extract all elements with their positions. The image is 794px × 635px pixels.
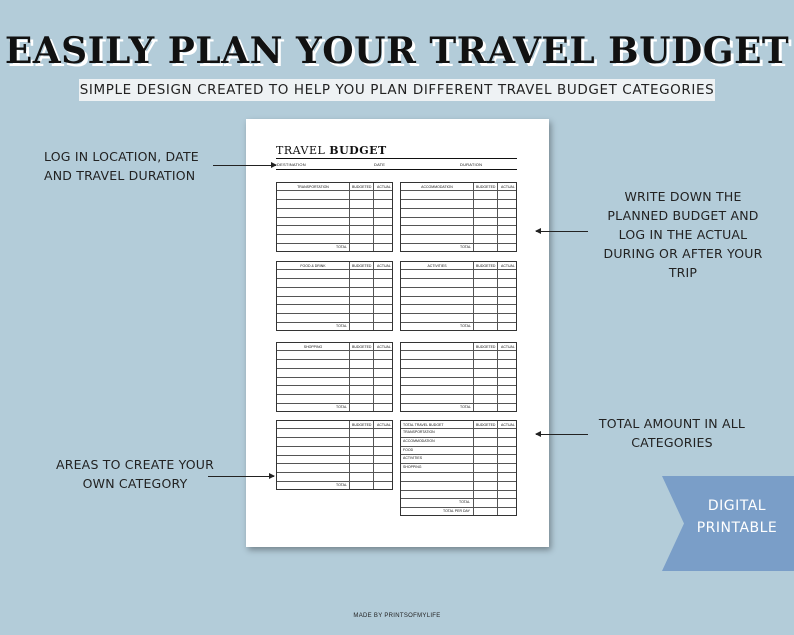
table-cell-label: BUDGETED [476,264,496,268]
table-row-line [277,359,392,360]
table-cell-label: FOOD [403,447,414,452]
arrow-left-icon [536,434,588,435]
page-title: EASILY PLAN YOUR TRAVEL BUDGET [4,30,790,72]
ribbon-line: DIGITAL [707,498,767,514]
table-cell-label: ACTUAL [501,423,515,427]
table-cell-label: TOTAL [460,405,471,409]
budget-table [400,420,517,516]
table-row-line [401,190,516,191]
table-row-line [277,446,392,447]
annotation-line: OWN CATEGORY [82,476,188,491]
annotation-line: AREAS TO CREATE YOUR [55,457,215,472]
table-cell-label: TOTAL [336,324,347,328]
table-row-line [401,304,516,305]
table-cell-label: TRANSPORTATION [297,185,329,189]
table-cell-label: ACTIVITIES [427,264,447,268]
column-divider [497,421,498,515]
table-row-line [401,269,516,270]
table-row-line [277,437,392,438]
table-row-line [277,217,392,218]
table-cell-label: BUDGETED [352,185,372,189]
table-row-line [401,234,516,235]
table-cell-label: BUDGETED [476,423,496,427]
header-rule-top [276,158,517,159]
sheet-title-regular: TRAVEL [276,144,326,157]
table-row-line [277,322,392,323]
table-cell-label: TOTAL [336,245,347,249]
table-row-line [277,313,392,314]
budget-table [276,182,393,252]
table-row-line [401,507,516,508]
table-row-line [277,394,392,395]
annotation-line: AND TRAVEL DURATION [44,168,196,183]
table-row-line [401,490,516,491]
table-row-line [401,350,516,351]
budget-sheet-preview [246,119,549,547]
table-row-line [401,208,516,209]
table-row-line [277,350,392,351]
table-row-line [277,243,392,244]
table-row-line [401,225,516,226]
table-cell-label: ACCOMMODATION [403,438,435,443]
table-cell-label: ACTIVITIES [403,456,423,461]
table-cell-label: SHOPPING [403,465,422,470]
budget-table [276,261,393,331]
table-row-line [277,199,392,200]
table-row-line [401,278,516,279]
table-row-line [277,368,392,369]
table-row-line [401,377,516,378]
budget-table [276,420,393,490]
table-row-line [401,359,516,360]
annotation-line: DURING OR AFTER YOUR [603,246,763,261]
table-row-line [277,472,392,473]
arrow-right-icon [208,476,274,477]
table-row-line [401,481,516,482]
table-cell-label: ACTUAL [377,345,391,349]
table-cell-label: TRANSPORTATION [403,430,435,434]
table-cell-label: TOTAL [336,483,347,487]
table-row-line [277,278,392,279]
table-cell-label: BUDGETED [352,423,372,427]
table-cell-label: FOOD & DRINK [300,264,326,268]
table-row-line [277,463,392,464]
annotation-line: LOG IN LOCATION, DATE [44,149,199,164]
table-row-line [277,377,392,378]
table-cell-label: ACTUAL [377,264,391,268]
annotation-location [44,147,199,185]
table-cell-label: ACTUAL [377,423,391,427]
annotation-line: LOG IN THE ACTUAL [618,227,748,242]
table-row-line [401,313,516,314]
table-cell-label: TOTAL [460,324,471,328]
table-row-line [401,199,516,200]
table-row-line [401,385,516,386]
annotation-budget [588,187,778,282]
table-cell-label: ACCOMMODATION [421,185,453,189]
table-row-line [277,481,392,482]
table-cell-label: BUDGETED [352,264,372,268]
table-cell-label: TOTAL [460,245,471,249]
header-rule-bottom [276,169,517,170]
arrow-left-icon [536,231,588,232]
table-row-line [401,428,516,429]
table-cell-label: BUDGETED [476,345,496,349]
table-cell-label: TOTAL [336,405,347,409]
destination-label: DESTINATION [277,162,306,167]
subtitle-banner: SIMPLE DESIGN CREATED TO HELP YOU PLAN DIFFERENT TRAVEL BUDGET CATEGORIES [79,79,715,101]
table-cell-label: TOTAL [459,500,470,505]
table-row-line [401,368,516,369]
table-row-line [401,446,516,447]
table-row-line [401,472,516,473]
table-row-line [277,234,392,235]
table-row-line [277,403,392,404]
table-row-line [277,287,392,288]
arrow-right-icon [213,165,276,166]
table-cell-label: SHOPPING [303,345,323,349]
table-cell-label: ACTUAL [501,264,515,268]
table-cell-label: TOTAL PER DAY [443,509,470,514]
table-row-line [401,403,516,404]
table-cell-label: BUDGETED [476,185,496,189]
budget-table [276,342,393,412]
annotation-line: TOTAL AMOUNT IN ALL [598,416,746,431]
table-row-line [401,296,516,297]
footer-credit: MADE BY PRINTSOFMYLIFE [353,613,441,619]
table-cell-label: BUDGETED [352,345,372,349]
table-row-line [277,455,392,456]
table-cell-label: TOTAL TRAVEL BUDGET [403,423,444,427]
table-row-line [401,454,516,455]
budget-table [400,261,517,331]
date-label: DATE [374,162,386,167]
table-row-line [277,385,392,386]
table-cell-label: ACTUAL [377,185,391,189]
table-row-line [401,463,516,464]
table-row-line [277,304,392,305]
annotation-line: WRITE DOWN THE [624,189,742,204]
table-row-line [401,394,516,395]
table-cell-label: ACTUAL [501,185,515,189]
table-row-line [401,217,516,218]
sheet-title [276,144,387,157]
annotation-line: TRIP [668,265,698,280]
table-row-line [277,269,392,270]
ribbon-line: PRINTABLE [696,520,778,536]
table-row-line [277,428,392,429]
table-row-line [277,190,392,191]
annotation-line: CATEGORIES [631,435,713,450]
budget-table [400,182,517,252]
table-row-line [277,296,392,297]
duration-label: DURATION [460,162,483,167]
table-cell-label: ACTUAL [501,345,515,349]
budget-table [400,342,517,412]
annotation-total [588,414,756,452]
table-row-line [401,437,516,438]
annotation-line: PLANNED BUDGET AND [607,208,759,223]
table-row-line [277,208,392,209]
column-divider [473,421,474,515]
table-row-line [401,243,516,244]
table-row-line [401,287,516,288]
annotation-custom-category [50,455,220,493]
table-row-line [401,498,516,499]
ribbon-label [680,495,794,539]
table-row-line [277,225,392,226]
sheet-title-bold: BUDGET [329,144,387,157]
table-row-line [401,322,516,323]
